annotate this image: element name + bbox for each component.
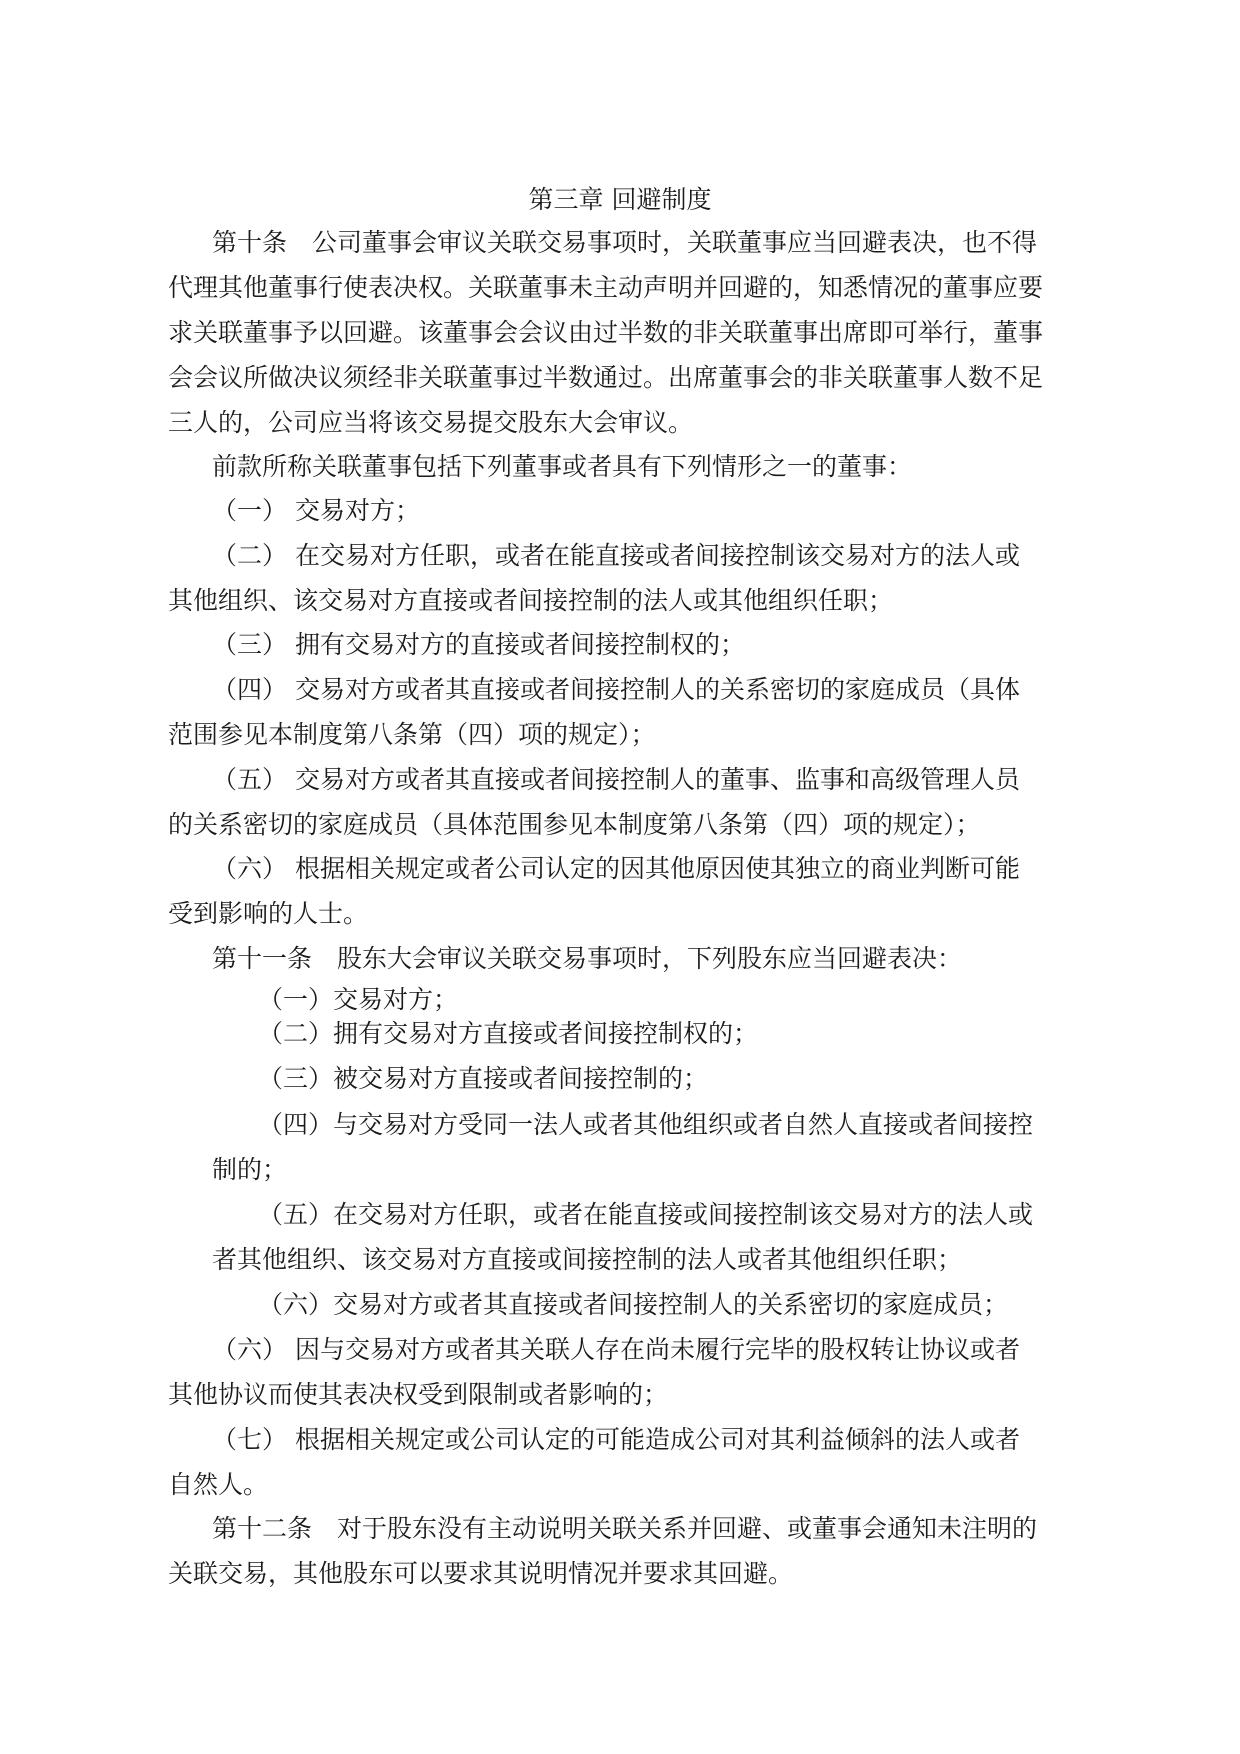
director-item-2-line-2: 其他组织、该交易对方直接或者间接控制的法人或其他组织任职； bbox=[168, 586, 894, 615]
director-item-4-line-2: 范围参见本制度第八条第（四）项的规定）； bbox=[168, 720, 656, 749]
article-12-line-1: 第十二条 对于股东没有主动说明关联关系并回避、或董事会通知未注明的 bbox=[212, 1514, 1038, 1543]
director-item-6-line-1: （六） 根据相关规定或者公司认定的因其他原因使其独立的商业判断可能 bbox=[212, 854, 1020, 883]
article-10-line-1: 第十条 公司董事会审议关联交易事项时，关联董事应当回避表决，也不得 bbox=[212, 228, 1038, 257]
shareholder-item-6b-line-2: 其他协议而使其表决权受到限制或者影响的； bbox=[168, 1380, 669, 1409]
shareholder-item-2: （二）拥有交易对方直接或者间接控制权的； bbox=[258, 1019, 759, 1048]
director-item-1: （一） 交易对方； bbox=[212, 496, 420, 525]
article-11-intro: 第十一条 股东大会审议关联交易事项时，下列股东应当回避表决： bbox=[212, 944, 963, 973]
director-item-4-line-1: （四） 交易对方或者其直接或者间接控制人的关系密切的家庭成员（具体 bbox=[212, 675, 1020, 704]
shareholder-item-6b-line-1: （六） 因与交易对方或者其关联人存在尚未履行完毕的股权转让协议或者 bbox=[212, 1335, 1020, 1364]
shareholder-item-1: （一）交易对方； bbox=[258, 985, 459, 1014]
director-item-6-line-2: 受到影响的人士。 bbox=[168, 899, 369, 928]
article-10-line-5: 三人的，公司应当将该交易提交股东大会审议。 bbox=[168, 408, 694, 437]
shareholder-item-5-line-2: 者其他组织、该交易对方直接或间接控制的法人或者其他组织任职； bbox=[212, 1245, 963, 1274]
article-12-line-2: 关联交易，其他股东可以要求其说明情况并要求其回避。 bbox=[168, 1559, 794, 1588]
shareholder-item-6: （六）交易对方或者其直接或者间接控制人的关系密切的家庭成员； bbox=[258, 1290, 1009, 1319]
director-item-3: （三） 拥有交易对方的直接或者间接控制权的； bbox=[212, 630, 745, 659]
directors-intro: 前款所称关联董事包括下列董事或者具有下列情形之一的董事： bbox=[212, 452, 913, 481]
director-item-5-line-2: 的关系密切的家庭成员（具体范围参见本制度第八条第（四）项的规定）； bbox=[168, 810, 981, 839]
shareholder-item-7-line-1: （七） 根据相关规定或公司认定的可能造成公司对其利益倾斜的法人或者 bbox=[212, 1425, 1020, 1454]
article-10-line-4: 会会议所做决议须经非关联董事过半数通过。出席董事会的非关联董事人数不足 bbox=[168, 363, 1044, 392]
shareholder-item-3: （三）被交易对方直接或者间接控制的； bbox=[258, 1064, 709, 1093]
article-10-line-2: 代理其他董事行使表决权。关联董事未主动声明并回避的，知悉情况的董事应要 bbox=[168, 273, 1044, 302]
article-10-line-3: 求关联董事予以回避。该董事会会议由过半数的非关联董事出席即可举行，董事 bbox=[168, 318, 1044, 347]
shareholder-item-7-line-2: 自然人。 bbox=[168, 1470, 269, 1499]
director-item-2-line-1: （二） 在交易对方任职，或者在能直接或者间接控制该交易对方的法人或 bbox=[212, 541, 1020, 570]
director-item-5-line-1: （五） 交易对方或者其直接或者间接控制人的董事、监事和高级管理人员 bbox=[212, 765, 1020, 794]
shareholder-item-4-line-2: 制的； bbox=[212, 1155, 288, 1184]
shareholder-item-4-line-1: （四）与交易对方受同一法人或者其他组织或者自然人直接或者间接控 bbox=[258, 1110, 1034, 1139]
shareholder-item-5-line-1: （五）在交易对方任职，或者在能直接或间接控制该交易对方的法人或 bbox=[258, 1200, 1034, 1229]
chapter-title: 第三章 回避制度 bbox=[528, 185, 712, 214]
